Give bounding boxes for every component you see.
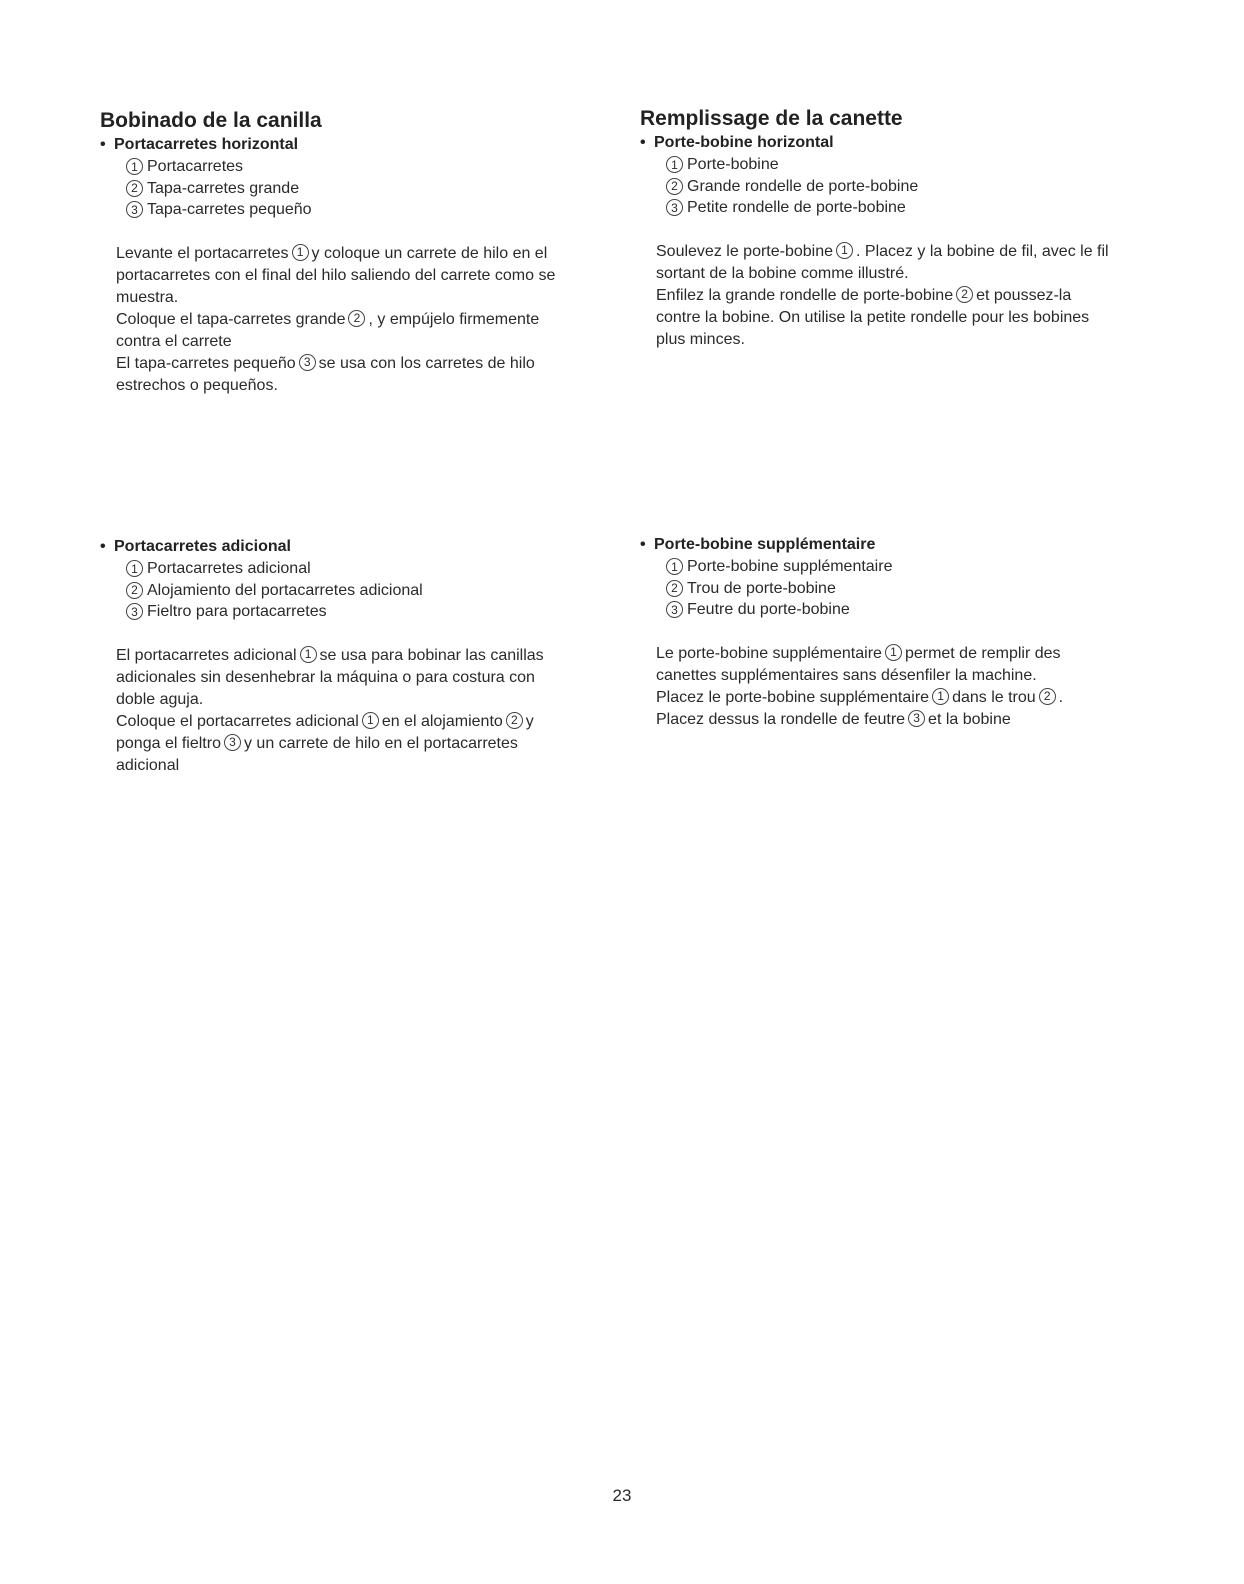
french-horizontal-section [640, 106, 1180, 351]
french-additional-parts-list [640, 556, 1180, 621]
circled-number-icon: 3 [126, 603, 143, 620]
list-item: 1 Portacarretes [126, 156, 620, 178]
list-item: 1 Portacarretes adicional [126, 558, 620, 580]
list-item: 2 Trou de porte-bobine [666, 578, 1180, 600]
list-item: 2 Tapa-carretes grande [126, 178, 620, 200]
circled-number-icon: 1 [666, 156, 683, 173]
french-additional-subtitle: • Porte-bobine supplémentaire [640, 536, 876, 553]
list-item: 3 Feutre du porte-bobine [666, 599, 1180, 621]
list-item: 2 Grande rondelle de porte-bobine [666, 176, 1180, 198]
circled-number-icon: 3 [666, 199, 683, 216]
spanish-additional-section [100, 536, 620, 777]
circled-number-icon: 1 [836, 242, 853, 259]
french-horizontal-subtitle: • Porte-bobine horizontal [640, 134, 834, 151]
spanish-horizontal-section [100, 108, 620, 397]
circled-number-icon: 2 [506, 712, 523, 729]
circled-number-icon: 3 [908, 710, 925, 727]
spanish-horizontal-parts-list [100, 156, 620, 221]
french-additional-section [640, 534, 1180, 731]
french-horizontal-parts-list [640, 154, 1180, 219]
spanish-section-title: Bobinado de la canilla [100, 109, 322, 132]
circled-number-icon: 1 [126, 158, 143, 175]
list-item: 1 Porte-bobine supplémentaire [666, 556, 1180, 578]
circled-number-icon: 3 [224, 734, 241, 751]
circled-number-icon: 3 [126, 201, 143, 218]
list-item: 3 Tapa-carretes pequeño [126, 199, 620, 221]
spanish-additional-subtitle: • Portacarretes adicional [100, 538, 291, 555]
spanish-horizontal-subtitle: • Portacarretes horizontal [100, 136, 299, 153]
french-section-title: Remplissage de la canette [640, 107, 903, 130]
spanish-additional-parts-list [100, 558, 620, 623]
circled-number-icon: 3 [666, 601, 683, 618]
page-number: 23 [612, 1486, 632, 1505]
circled-number-icon: 1 [885, 644, 902, 661]
circled-number-icon: 2 [348, 310, 365, 327]
list-item: 2 Alojamiento del portacarretes adicional [126, 580, 620, 602]
circled-number-icon: 2 [666, 580, 683, 597]
circled-number-icon: 2 [666, 178, 683, 195]
french-horizontal-instructions: Soulevez le porte-bobine 1 . Placez y la bobine de fil, avec le fil sortant de la bobine comme illustré. Enfilez la grande rondelle de porte-bobine 2 et poussez-la contre la bobine. On utilise la petite rondelle pour les bobines plus minces. [656, 242, 1109, 348]
list-item: 3 Fieltro para portacarretes [126, 601, 620, 623]
circled-number-icon: 2 [126, 180, 143, 197]
spanish-additional-instructions: El portacarretes adicional 1 se usa para bobinar las canillas adicionales sin desenhebrar la máquina o para costura con doble aguja. Coloque el portacarretes adicional 1 en el alojamiento 2 y ponga el fieltro 3 y un carrete de hilo en el portacarretes adicional [116, 646, 544, 774]
french-additional-instructions: Le porte-bobine supplémentaire 1 permet de remplir des canettes supplémentaires sans désenfiler la machine. Placez le porte-bobine supplémentaire 1 dans le trou 2 . Placez dessus la rondelle de feutre 3 et la bobine [656, 644, 1064, 728]
circled-number-icon: 2 [956, 286, 973, 303]
circled-number-icon: 1 [300, 646, 317, 663]
spanish-horizontal-instructions: Levante el portacarretes 1 y coloque un carrete de hilo en el portacarretes con el final del hilo saliendo del carrete como se muestra. Coloque el tapa-carretes grande 2 , y empújelo firmemente contra el carrete El tapa-carretes pequeño 3 se usa con los carretes de hilo estrechos o pequeños. [116, 244, 556, 394]
circled-number-icon: 2 [1039, 688, 1056, 705]
circled-number-icon: 2 [126, 582, 143, 599]
circled-number-icon: 1 [362, 712, 379, 729]
list-item: 1 Porte-bobine [666, 154, 1180, 176]
circled-number-icon: 1 [932, 688, 949, 705]
circled-number-icon: 1 [666, 558, 683, 575]
circled-number-icon: 1 [292, 244, 309, 261]
list-item: 3 Petite rondelle de porte-bobine [666, 197, 1180, 219]
circled-number-icon: 1 [126, 560, 143, 577]
circled-number-icon: 3 [299, 354, 316, 371]
